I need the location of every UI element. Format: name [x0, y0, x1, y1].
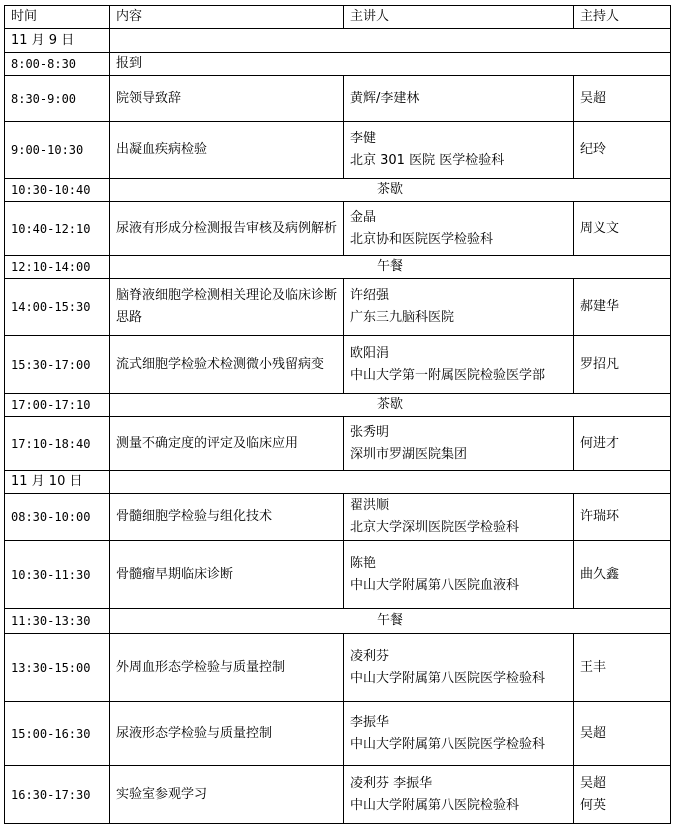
header-speaker: 主讲人: [344, 6, 574, 29]
header-time: 时间: [5, 6, 110, 29]
table-row: [5, 202, 671, 256]
break-row: [5, 256, 671, 279]
speaker-org: 北京协和医院医学检验科: [350, 231, 494, 247]
speaker-org: 北京大学深圳医院医学检验科: [350, 520, 520, 535]
break-label: 午餐: [110, 609, 671, 634]
speaker-cell: [344, 541, 574, 609]
time-cell: 14:00-15:30: [5, 279, 110, 336]
time-cell: 8:00-8:30: [5, 53, 110, 76]
content-cell: 测量不确定度的评定及临床应用: [110, 417, 344, 471]
host-name-2: 何英: [580, 797, 607, 813]
speaker-cell: [344, 202, 574, 256]
header-row: [5, 6, 671, 29]
content-cell: 尿液有形成分检测报告审核及病例解析: [110, 202, 344, 256]
speaker-name: 翟洪顺: [350, 498, 390, 513]
content-cell: 出凝血疾病检验: [110, 122, 344, 179]
schedule-table: [4, 5, 671, 824]
host-cell: 曲久鑫: [574, 541, 671, 609]
break-label: 茶歇: [110, 179, 671, 202]
speaker-org: 中山大学附属第八医院血液科: [350, 577, 520, 593]
time-cell: 10:30-11:30: [5, 541, 110, 609]
content-cell: 院领导致辞: [110, 76, 344, 122]
content-cell: 骨髓瘤早期临床诊断: [110, 541, 344, 609]
host-cell: 罗招凡: [574, 336, 671, 394]
speaker-name: 李振华: [350, 714, 390, 730]
table-row: [5, 634, 671, 702]
day-row: [5, 29, 671, 53]
time-cell: 15:30-17:00: [5, 336, 110, 394]
speaker-name: 凌利芬 李振华: [350, 775, 433, 791]
table-row: [5, 336, 671, 394]
table-row: [5, 76, 671, 122]
day-label: 11 月 9 日: [5, 29, 110, 53]
content-cell: 报到: [110, 53, 671, 76]
speaker-cell: [344, 494, 574, 541]
speaker-name: 欧阳涓: [350, 345, 390, 361]
table-row: [5, 122, 671, 179]
speaker-cell: 黄辉/李建林: [344, 76, 574, 122]
time-cell: 17:00-17:10: [5, 394, 110, 417]
time-cell: 10:40-12:10: [5, 202, 110, 256]
content-cell: 实验室参观学习: [110, 766, 344, 824]
content-cell: 脑脊液细胞学检测相关理论及临床诊断思路: [110, 279, 344, 336]
content-cell: 外周血形态学检验与质量控制: [110, 634, 344, 702]
host-cell: 纪玲: [574, 122, 671, 179]
speaker-org: 中山大学第一附属医院检验医学部: [350, 367, 546, 383]
speaker-name: 凌利芬: [350, 648, 390, 664]
speaker-cell: [344, 122, 574, 179]
speaker-cell: [344, 336, 574, 394]
host-cell: 吴超: [574, 702, 671, 766]
speaker-org: 中山大学附属第八医院检验科: [350, 797, 520, 813]
day-label: 11 月 10 日: [5, 471, 110, 494]
content-cell: 骨髓细胞学检验与组化技术: [110, 494, 344, 541]
time-cell: 08:30-10:00: [5, 494, 110, 541]
time-cell: 17:10-18:40: [5, 417, 110, 471]
table-row: [5, 494, 671, 541]
content-cell: 尿液形态学检验与质量控制: [110, 702, 344, 766]
speaker-org: 中山大学附属第八医院医学检验科: [350, 736, 546, 752]
time-cell: 15:00-16:30: [5, 702, 110, 766]
host-cell: 周义文: [574, 202, 671, 256]
time-cell: 12:10-14:00: [5, 256, 110, 279]
table-row: [5, 417, 671, 471]
speaker-cell: [344, 634, 574, 702]
host-cell: 郝建华: [574, 279, 671, 336]
host-cell: 许瑞环: [574, 494, 671, 541]
table-row: [5, 541, 671, 609]
speaker-name: 金晶: [350, 209, 377, 225]
speaker-cell: [344, 279, 574, 336]
speaker-name: 陈艳: [350, 555, 377, 571]
time-cell: 9:00-10:30: [5, 122, 110, 179]
speaker-org: 北京 301 医院 医学检验科: [350, 153, 505, 168]
time-cell: 10:30-10:40: [5, 179, 110, 202]
break-row: [5, 394, 671, 417]
speaker-name: 张秀明: [350, 424, 390, 440]
day-row: [5, 471, 671, 494]
content-cell: 流式细胞学检验术检测微小残留病变: [110, 336, 344, 394]
table-row: [5, 279, 671, 336]
speaker-org: 深圳市罗湖医院集团: [350, 446, 468, 462]
speaker-org: 广东三九脑科医院: [350, 310, 455, 325]
speaker-cell: [344, 766, 574, 824]
time-cell: 13:30-15:00: [5, 634, 110, 702]
host-cell: [574, 766, 671, 824]
host-cell: 何进才: [574, 417, 671, 471]
speaker-name: 李健: [350, 131, 377, 146]
host-name: 吴超: [580, 775, 607, 791]
time-cell: 11:30-13:30: [5, 609, 110, 634]
speaker-name: 许绍强: [350, 288, 390, 303]
table-row: [5, 702, 671, 766]
time-cell: 8:30-9:00: [5, 76, 110, 122]
header-content: 内容: [110, 6, 344, 29]
speaker-cell: [344, 702, 574, 766]
break-row: [5, 609, 671, 634]
break-row: [5, 179, 671, 202]
host-cell: 吴超: [574, 76, 671, 122]
break-label: 茶歇: [110, 394, 671, 417]
speaker-cell: [344, 417, 574, 471]
table-row: [5, 53, 671, 76]
speaker-org: 中山大学附属第八医院医学检验科: [350, 670, 546, 686]
header-host: 主持人: [574, 6, 671, 29]
break-label: 午餐: [110, 256, 671, 279]
table-row: [5, 766, 671, 824]
host-cell: 王丰: [574, 634, 671, 702]
time-cell: 16:30-17:30: [5, 766, 110, 824]
